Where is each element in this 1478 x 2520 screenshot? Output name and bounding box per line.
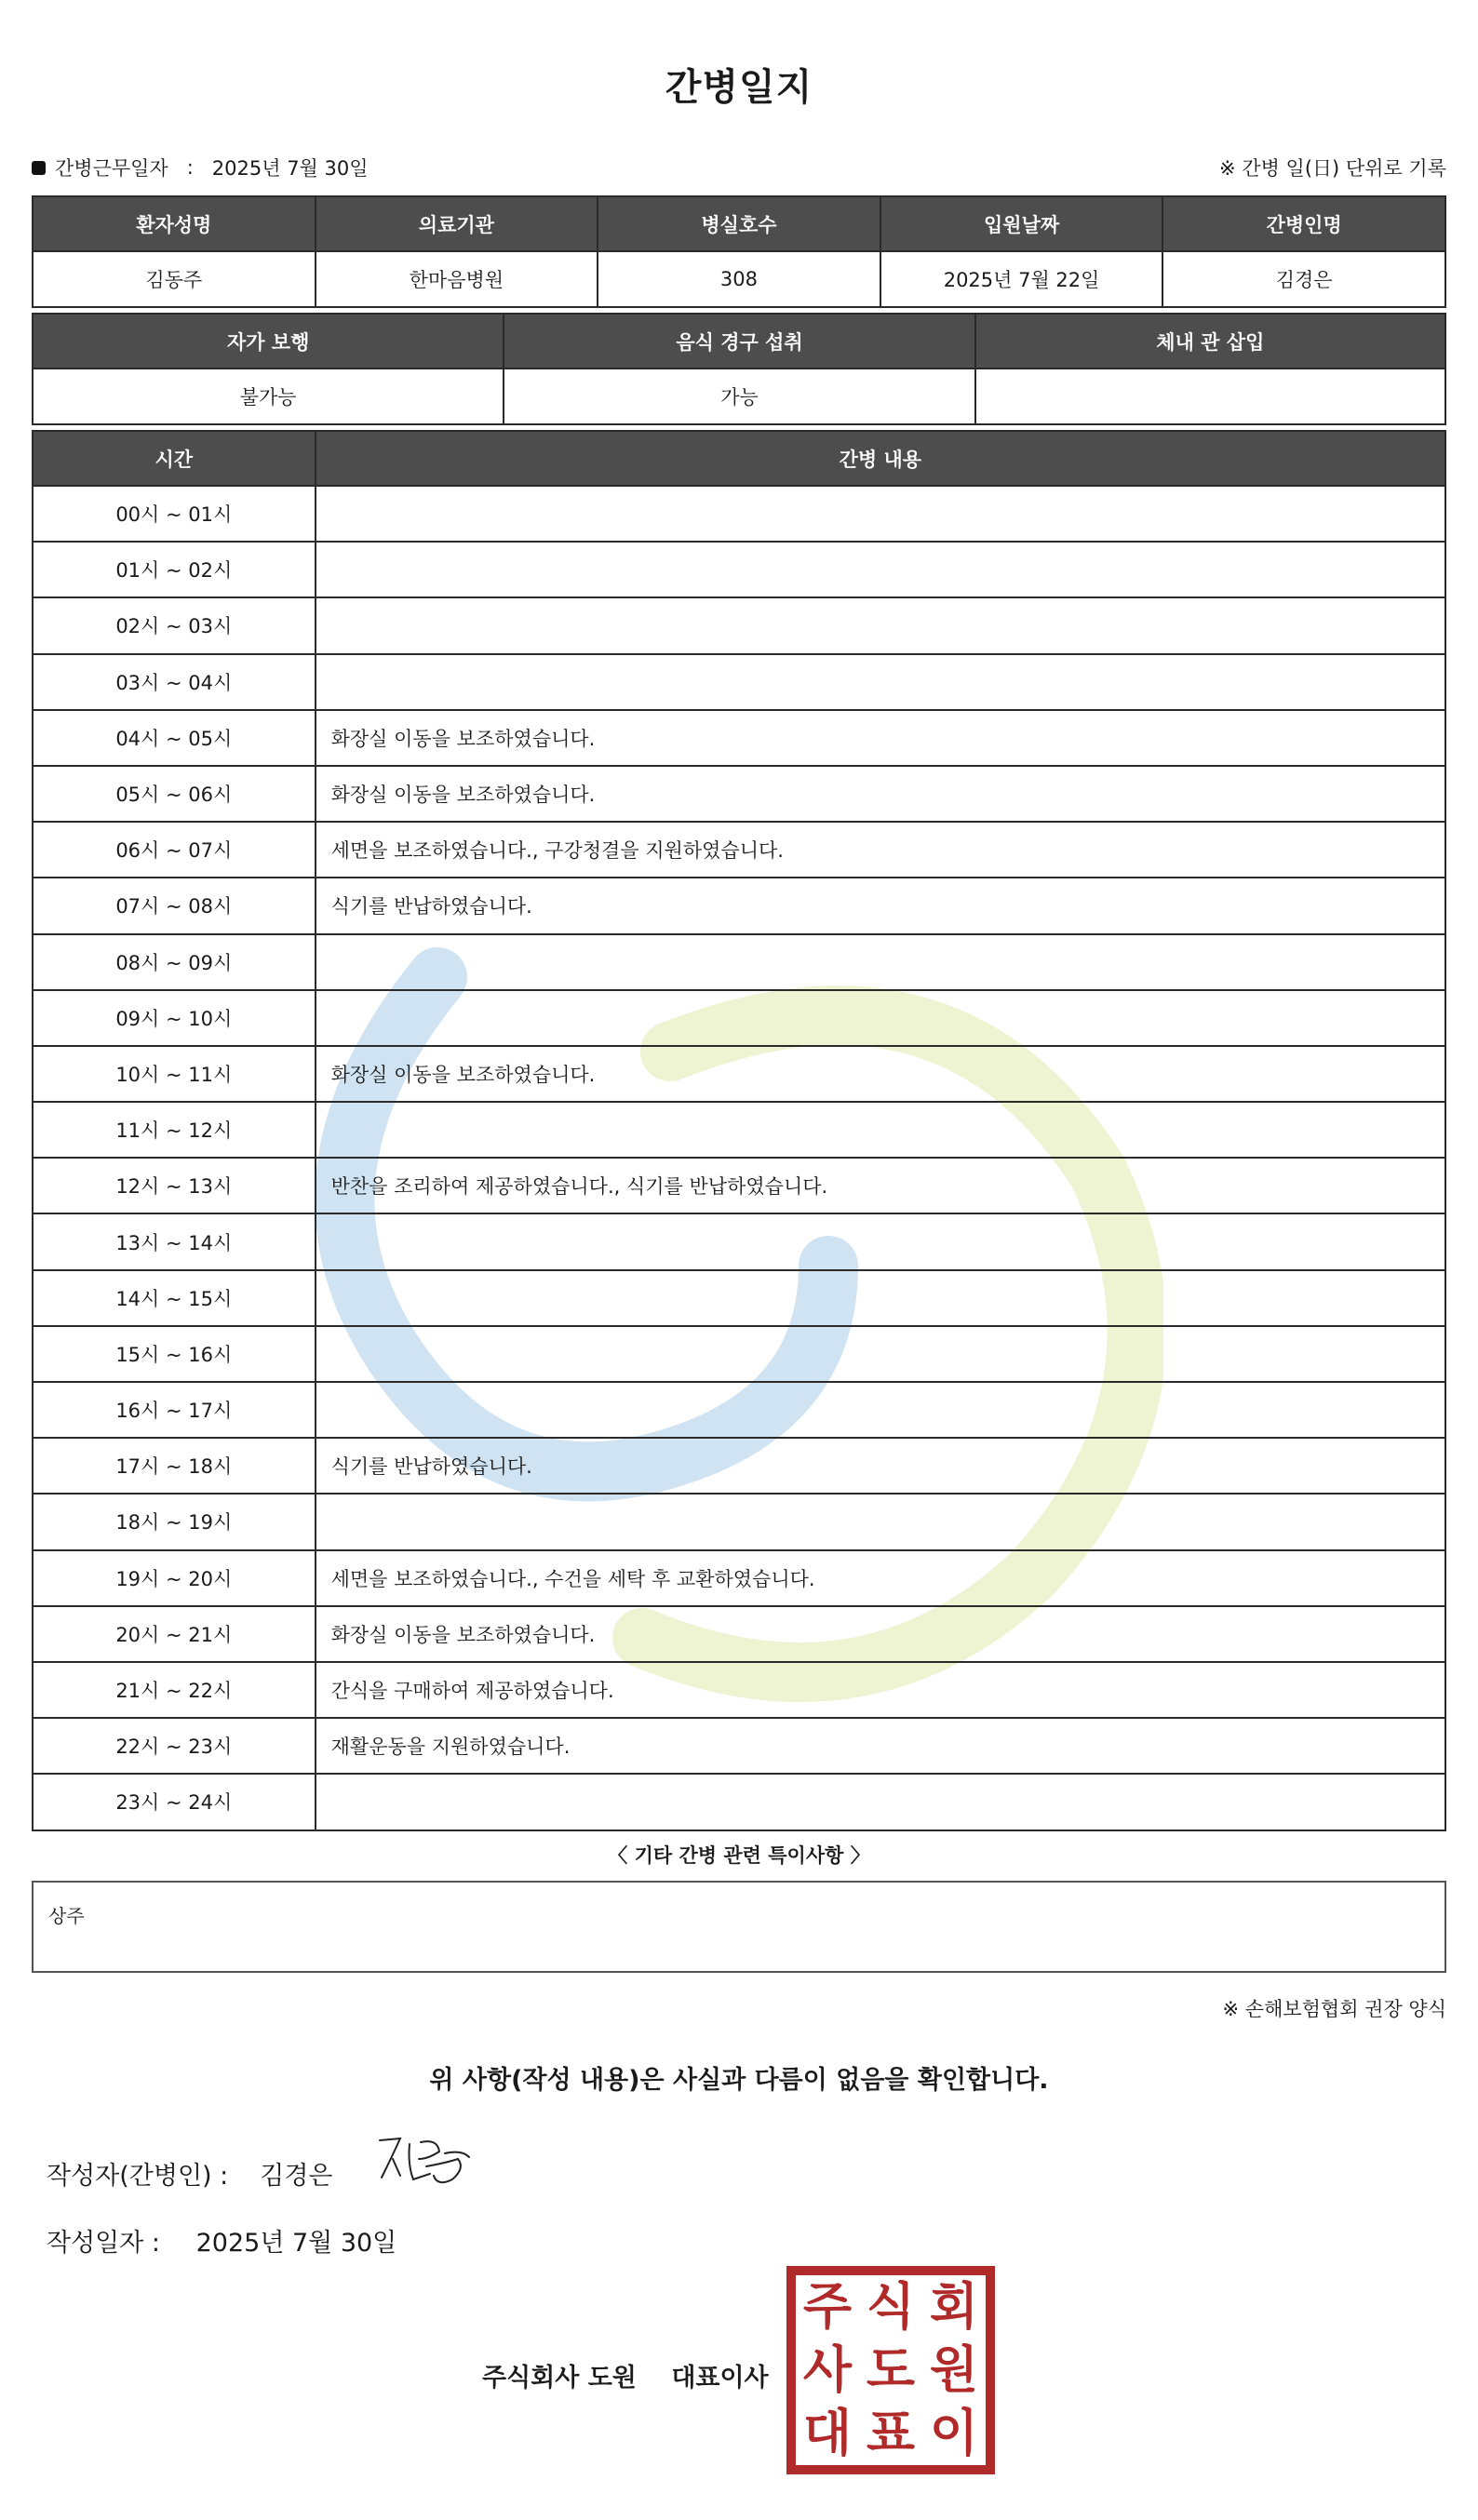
header-hospital: 의료기관 [316,196,598,251]
hospital-name: 한마음병원 [316,251,598,307]
time-cell: 05시 ~ 06시 [33,766,316,822]
work-date-label: 간병근무일자 [55,157,168,180]
unit-note: ※ 간병 일(日) 단위로 기록 [1219,157,1446,180]
writer-row [47,2155,333,2192]
seal-glyph: 원 [929,2340,979,2399]
care-content-cell [316,990,1445,1046]
time-cell: 08시 ~ 09시 [33,934,316,990]
tube-insertion-value [975,369,1445,424]
writer-name: 김경은 [260,2162,333,2191]
table-row [33,710,1445,766]
care-content-cell: 화장실 이동을 보조하였습니다. [316,710,1445,766]
time-cell: 20시 ~ 21시 [33,1606,316,1662]
table-row [33,654,1445,710]
time-cell: 18시 ~ 19시 [33,1494,316,1549]
work-date-value: 2025년 7월 30일 [211,157,369,180]
table-row [33,486,1445,542]
seal-glyph: 이 [929,2404,979,2462]
form-source-note: ※ 손해보험협회 권장 양식 [1222,1998,1446,2020]
care-content-cell [316,1213,1445,1269]
table-row [33,1102,1445,1158]
header-time: 시간 [33,431,316,486]
written-date-value: 2025년 7월 30일 [195,2229,397,2258]
time-cell: 11시 ~ 12시 [33,1102,316,1158]
header-caregiver-name: 간병인명 [1162,196,1445,251]
care-content-cell [316,1270,1445,1326]
table-row [33,1774,1445,1830]
header-room-number: 병실호수 [598,196,880,251]
care-content-cell: 반찬을 조리하여 제공하였습니다., 식기를 반납하였습니다. [316,1158,1445,1213]
care-content-cell [316,597,1445,653]
care-content-cell [316,1494,1445,1549]
header-admission-date: 입원날짜 [880,196,1163,251]
time-cell: 19시 ~ 20시 [33,1550,316,1606]
header-self-walking: 자가 보행 [33,314,504,369]
time-cell: 10시 ~ 11시 [33,1046,316,1102]
oral-intake-value: 가능 [504,369,974,424]
table-row [33,542,1445,597]
care-content-cell [316,1774,1445,1830]
seal-glyph: 대 [802,2404,853,2462]
seal-glyph: 주 [802,2277,853,2336]
caregiver-name: 김경은 [1162,251,1445,307]
care-content-cell [316,1102,1445,1158]
notes-content: 상주 [48,1905,85,1927]
care-content-cell: 화장실 이동을 보조하였습니다. [316,1606,1445,1662]
time-cell: 00시 ~ 01시 [33,486,316,542]
time-cell: 03시 ~ 04시 [33,654,316,710]
company-ceo-title: 대표이사 [671,2364,769,2393]
time-cell: 09시 ~ 10시 [33,990,316,1046]
care-content-cell [316,1382,1445,1438]
table-row [33,1438,1445,1494]
patient-info-table [32,195,1446,308]
seal-glyph: 표 [866,2404,916,2462]
care-content-cell: 간식을 구매하여 제공하였습니다. [316,1662,1445,1718]
table-row [33,1158,1445,1213]
table-row [33,822,1445,878]
written-date-row [47,2222,396,2259]
care-content-cell [316,934,1445,990]
care-content-cell: 세면을 보조하였습니다., 수건을 세탁 후 교환하였습니다. [316,1550,1445,1606]
table-row [33,990,1445,1046]
table-row [33,878,1445,933]
time-cell: 17시 ~ 18시 [33,1438,316,1494]
room-number: 308 [598,251,880,307]
table-row [33,597,1445,653]
header-patient-name: 환자성명 [33,196,316,251]
writer-label: 작성자(간병인) : [47,2162,229,2191]
written-date-label: 작성일자 : [47,2229,161,2258]
care-content-cell [316,654,1445,710]
header-care-content: 간병 내용 [316,431,1445,486]
time-cell: 02시 ~ 03시 [33,597,316,653]
seal-glyph: 도 [866,2340,916,2399]
table-row [33,1326,1445,1382]
time-cell: 21시 ~ 22시 [33,1662,316,1718]
company-seal [786,2266,995,2474]
patient-status-table [32,313,1446,425]
page-title: 간병일지 [665,66,813,109]
care-content-cell: 세면을 보조하였습니다., 구강청결을 지원하였습니다. [316,822,1445,878]
table-row [33,1213,1445,1269]
time-cell: 23시 ~ 24시 [33,1774,316,1830]
time-cell: 12시 ~ 13시 [33,1158,316,1213]
care-content-cell [316,486,1445,542]
care-content-cell: 화장실 이동을 보조하였습니다. [316,1046,1445,1102]
company-name: 주식회사 도원 [482,2364,637,2393]
time-cell: 06시 ~ 07시 [33,822,316,878]
table-row [33,1606,1445,1662]
table-row [33,1270,1445,1326]
company-signoff [482,2357,769,2393]
seal-inner [796,2275,986,2465]
care-schedule-table [32,430,1446,1831]
time-cell: 16시 ~ 17시 [33,1382,316,1438]
care-content-cell: 식기를 반납하였습니다. [316,878,1445,933]
self-walking-value: 불가능 [33,369,504,424]
time-cell: 15시 ~ 16시 [33,1326,316,1382]
care-content-cell: 화장실 이동을 보조하였습니다. [316,766,1445,822]
time-cell: 01시 ~ 02시 [33,542,316,597]
table-row [33,1718,1445,1774]
table-row [33,1662,1445,1718]
bullet-square-icon [32,161,46,175]
header-tube-insertion: 체내 관 삽입 [975,314,1445,369]
care-content-cell: 재활운동을 지원하였습니다. [316,1718,1445,1774]
notes-title: 〈 기타 간병 관련 특이사항 〉 [608,1844,870,1867]
header-oral-intake: 음식 경구 섭취 [504,314,974,369]
seal-glyph: 회 [929,2277,979,2336]
notes-box [32,1881,1446,1973]
care-content-cell: 식기를 반납하였습니다. [316,1438,1445,1494]
seal-glyph: 식 [866,2277,916,2336]
table-row [33,766,1445,822]
patient-name: 김동주 [33,251,316,307]
care-content-cell [316,542,1445,597]
handwritten-signature [372,2131,475,2196]
time-cell: 22시 ~ 23시 [33,1718,316,1774]
seal-glyph: 사 [802,2340,853,2399]
admission-date: 2025년 7월 22일 [880,251,1163,307]
work-date-separator: : [186,156,194,179]
table-row [33,1046,1445,1102]
time-cell: 14시 ~ 15시 [33,1270,316,1326]
table-row [33,1550,1445,1606]
time-cell: 07시 ~ 08시 [33,878,316,933]
confirmation-statement: 위 사항(작성 내용)은 사실과 다름이 없음을 확인합니다. [429,2066,1049,2095]
table-row [33,1494,1445,1549]
table-row [33,1382,1445,1438]
care-content-cell [316,1326,1445,1382]
table-row [33,934,1445,990]
time-cell: 13시 ~ 14시 [33,1213,316,1269]
time-cell: 04시 ~ 05시 [33,710,316,766]
work-date-row [32,154,369,181]
